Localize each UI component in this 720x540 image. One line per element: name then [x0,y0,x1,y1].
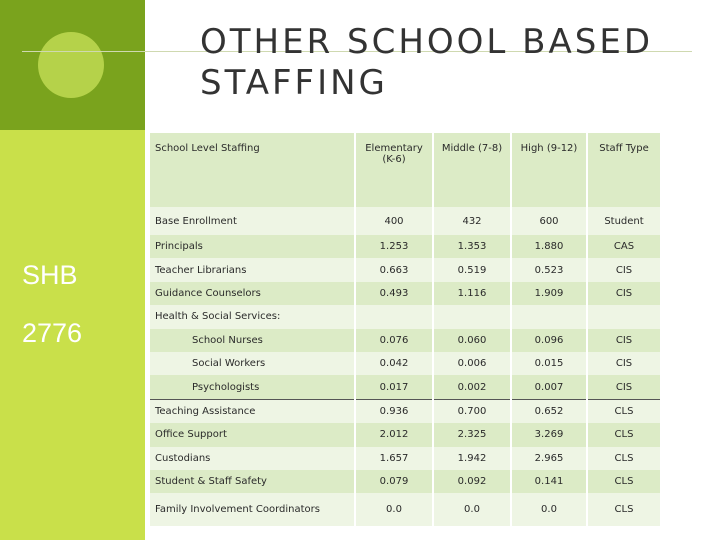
cell-elementary: 400 [355,207,433,235]
cell-elementary: 0.079 [355,470,433,493]
table-header-row [150,133,660,207]
cell-elementary: 0.493 [355,282,433,305]
table-row [150,235,660,258]
cell-high: 1.880 [511,235,587,258]
row-label: Teacher Librarians [150,258,355,281]
cell-elementary: 0.663 [355,258,433,281]
cell-high [511,305,587,328]
header-elementary: Elementary (K-6) [355,133,433,207]
table-row [150,470,660,493]
table-row [150,447,660,470]
cell-high: 0.652 [511,399,587,423]
cell-staff-type: CLS [587,470,660,493]
cell-middle: 2.325 [433,423,511,446]
cell-elementary: 0.042 [355,352,433,375]
cell-elementary: 0.0 [355,493,433,526]
row-label: Custodians [150,447,355,470]
cell-high: 1.909 [511,282,587,305]
cell-high: 3.269 [511,423,587,446]
cell-staff-type: CIS [587,375,660,399]
cell-elementary [355,305,433,328]
cell-middle: 1.353 [433,235,511,258]
cell-high: 0.141 [511,470,587,493]
cell-staff-type: CIS [587,352,660,375]
table-row [150,352,660,375]
cell-high: 0.096 [511,329,587,352]
table-row [150,329,660,352]
cell-middle: 0.519 [433,258,511,281]
cell-middle: 0.002 [433,375,511,399]
cell-high: 0.015 [511,352,587,375]
row-label: Teaching Assistance [150,399,355,423]
cell-staff-type [587,305,660,328]
cell-elementary: 0.076 [355,329,433,352]
slide-title-line-2: STAFFING [200,63,388,103]
row-label: Office Support [150,423,355,446]
cell-elementary: 0.017 [355,375,433,399]
staffing-table [150,133,660,526]
table-row [150,399,660,423]
row-label: Base Enrollment [150,207,355,235]
cell-middle: 0.006 [433,352,511,375]
cell-middle: 1.116 [433,282,511,305]
table-row [150,493,660,526]
header-high: High (9-12) [511,133,587,207]
row-label: Student & Staff Safety [150,470,355,493]
table-row [150,207,660,235]
row-label: School Nurses [150,329,355,352]
bill-label: SHB [22,260,78,290]
table-row [150,423,660,446]
cell-elementary: 0.936 [355,399,433,423]
row-label: Principals [150,235,355,258]
cell-staff-type: CLS [587,423,660,446]
cell-middle [433,305,511,328]
cell-middle: 0.700 [433,399,511,423]
cell-staff-type: CLS [587,493,660,526]
cell-high: 600 [511,207,587,235]
cell-staff-type: CAS [587,235,660,258]
row-label: Psychologists [150,375,355,399]
cell-staff-type: CIS [587,282,660,305]
cell-middle: 0.092 [433,470,511,493]
cell-high: 2.965 [511,447,587,470]
cell-staff-type: Student [587,207,660,235]
cell-middle: 0.0 [433,493,511,526]
cell-high: 0.0 [511,493,587,526]
cell-staff-type: CIS [587,329,660,352]
cell-staff-type: CIS [587,258,660,281]
header-staff-type: Staff Type [587,133,660,207]
cell-staff-type: CLS [587,447,660,470]
table-row [150,305,660,328]
header-school-level-staffing: School Level Staffing [150,133,355,207]
cell-middle: 1.942 [433,447,511,470]
slide-title-line-1: OTHER SCHOOL BASED [200,22,654,62]
table-row [150,282,660,305]
cell-staff-type: CLS [587,399,660,423]
cell-elementary: 2.012 [355,423,433,446]
cell-high: 0.523 [511,258,587,281]
table-row [150,258,660,281]
row-label: Family Involvement Coordinators [150,493,355,526]
cell-middle: 0.060 [433,329,511,352]
header-middle: Middle (7-8) [433,133,511,207]
cell-elementary: 1.253 [355,235,433,258]
cell-elementary: 1.657 [355,447,433,470]
row-label: Social Workers [150,352,355,375]
section-label-health-social: Health & Social Services: [150,305,355,328]
bill-number: 2776 [22,318,83,348]
cell-high: 0.007 [511,375,587,399]
table-row [150,375,660,399]
cell-middle: 432 [433,207,511,235]
row-label: Guidance Counselors [150,282,355,305]
decorative-circle [38,32,104,98]
